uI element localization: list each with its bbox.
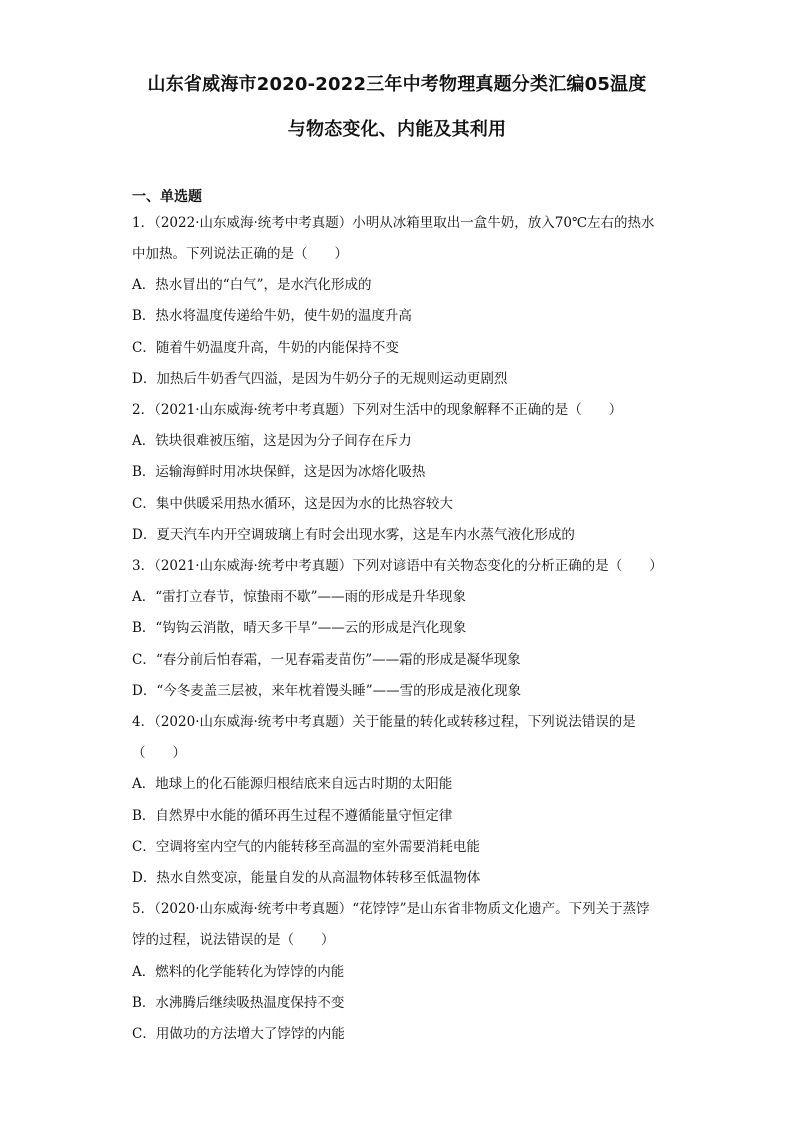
question-4-option-a: A．地球上的化石能源归根结底来自远古时期的太阳能 (132, 776, 453, 792)
section-heading: 一、单选题 (132, 189, 202, 205)
question-3-stem-line-1: 3．（2021·山东威海·统考中考真题）下列对谚语中有关物态变化的分析正确的是（ ） (132, 558, 663, 574)
question-4-option-c: C．空调将室内空气的内能转移至高温的室外需要消耗电能 (132, 839, 480, 855)
question-2-option-d: D．夏天汽车内开空调玻璃上有时会出现水雾，这是车内水蒸气液化形成的 (132, 527, 575, 543)
question-1-option-c: C．随着牛奶温度升高，牛奶的内能保持不变 (132, 340, 399, 356)
question-4-stem-line-1: 4．（2020·山东威海·统考中考真题）关于能量的转化或转移过程，下列说法错误的是 (132, 714, 636, 730)
question-1-option-b: B．热水将温度传递给牛奶，使牛奶的温度升高 (132, 308, 412, 324)
question-3-option-b: B．“钩钩云消散，晴天多干旱”——云的形成是汽化现象 (132, 620, 467, 636)
question-4-stem-line-2: （ ） (132, 745, 186, 761)
question-1-stem-line-1: 1．（2022·山东威海·统考中考真题）小明从冰箱里取出一盒牛奶，放入70℃左右的热水 (132, 215, 655, 231)
question-1-option-d: D．加热后牛奶香气四溢，是因为牛奶分子的无规则运动更剧烈 (132, 371, 508, 387)
question-2-option-b: B．运输海鲜时用冰块保鲜，这是因为冰熔化吸热 (132, 464, 426, 480)
question-1-option-a: A．热水冒出的“白气”，是水汽化形成的 (132, 277, 372, 293)
question-5-option-a: A．燃料的化学能转化为饽饽的内能 (132, 964, 345, 980)
document-title-line-2: 与物态变化、内能及其利用 (287, 119, 507, 140)
question-2-option-c: C．集中供暖采用热水循环，这是因为水的比热容较大 (132, 496, 453, 512)
question-2-option-a: A．铁块很难被压缩，这是因为分子间存在斥力 (132, 433, 412, 449)
question-5-stem-line-2: 饽的过程，说法错误的是（ ） (132, 932, 335, 948)
question-3-option-a: A．“雷打立春节，惊蛰雨不歇”——雨的形成是升华现象 (132, 589, 467, 605)
question-5-option-c: C．用做功的方法增大了饽饽的内能 (132, 1026, 345, 1042)
question-1-stem-line-2: 中加热。下列说法正确的是（ ） (132, 246, 348, 262)
question-3-option-d: D．“今冬麦盖三层被，来年枕着馒头睡”——雪的形成是液化现象 (132, 683, 522, 699)
question-4-option-b: B．自然界中水能的循环再生过程不遵循能量守恒定律 (132, 808, 453, 824)
question-4-option-d: D．热水自然变凉，能量自发的从高温物体转移至低温物体 (132, 870, 481, 886)
question-5-option-b: B．水沸腾后继续吸热温度保持不变 (132, 995, 345, 1011)
document-title-line-1: 山东省威海市2020-2022三年中考物理真题分类汇编05温度 (147, 74, 647, 95)
question-5-stem-line-1: 5．（2020·山东威海·统考中考真题）“花饽饽”是山东省非物质文化遗产。下列关于蒸饽 (132, 901, 650, 917)
question-3-option-c: C．“春分前后怕春霜，一见春霜麦苗伤”——霜的形成是凝华现象 (132, 652, 521, 668)
question-2-stem-line-1: 2．（2021·山东威海·统考中考真题）下列对生活中的现象解释不正确的是（ ） (132, 402, 623, 418)
